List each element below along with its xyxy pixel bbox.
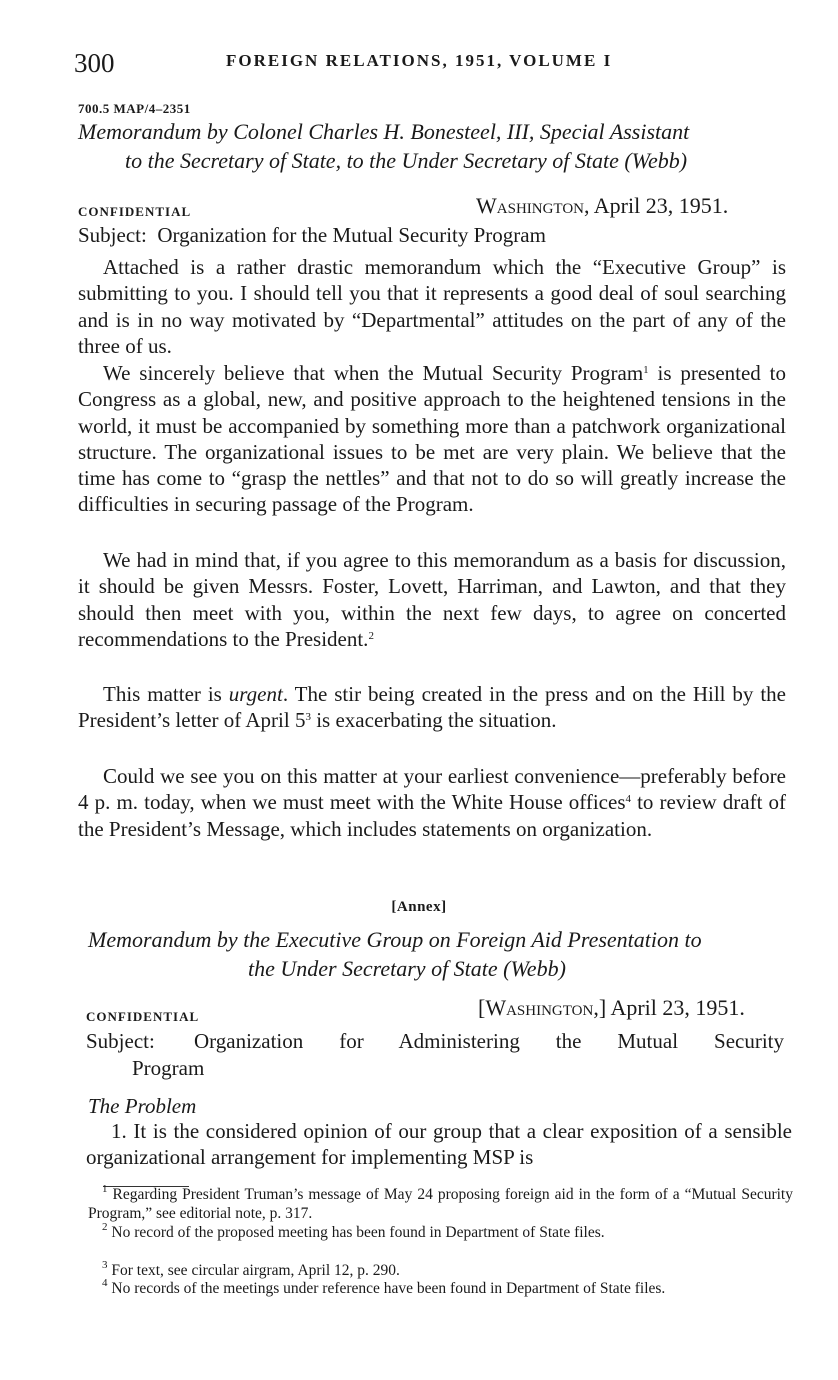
footnote-3-number: 3 — [102, 1259, 108, 1271]
annex-paragraph-1: 1. It is the considered opinion of our group that a clear exposition of a sensible organizational arrangement for implementing MSP is — [86, 1119, 792, 1170]
p5-text-b: to review draft of the President’s Message, which includes statements on organization. — [78, 790, 786, 841]
memo-paragraph-4 — [78, 681, 786, 734]
p4-emphasis: urgent — [228, 682, 283, 706]
annex-label: [Annex] — [391, 899, 447, 915]
running-title: FOREIGN RELATIONS, 1951, VOLUME I — [226, 51, 613, 70]
annex-subject — [86, 1028, 790, 1082]
page-number: 300 — [74, 48, 115, 78]
footnote-2-text: No record of the proposed meeting has been found in Department of State files. — [111, 1224, 605, 1241]
memo-paragraph-3 — [78, 547, 786, 652]
footnote-2-number: 2 — [102, 1221, 108, 1233]
memo-paragraph-1: Attached is a rather drastic memorandum which the “Executive Group” is submitting to you. I should tell you that it represents a good deal of soul searching and is in no way motivated by “Departmental” attitudes on the part of any of the three of us. — [78, 255, 786, 358]
subject-line — [78, 223, 546, 248]
dateline — [476, 193, 728, 219]
memo-paragraph-2 — [78, 360, 786, 518]
memo-title-line1: Memorandum by Colonel Charles H. Bonesteel, III, Special Assistant — [78, 119, 690, 144]
footnote-ref-2: 2 — [368, 629, 374, 642]
p2-text-b: is presented to Congress as a global, new, and positive approach to the heightened tensions in the world, it must be accompanied by something more than a patchwork organizational structure. The organizational issues to be met are very plain. We believe that the time has come to “grasp the nettles” and that not to do so will greatly increase the difficulties in securing passage of the Program. — [78, 361, 786, 517]
subject-label: Subject: — [78, 223, 147, 247]
p2-text-a: We sincerely believe that when the Mutual Security Program — [103, 361, 644, 385]
p4-text-a: This matter is — [103, 682, 229, 706]
footnote-1-text: Regarding President Truman’s message of May 24 proposing foreign aid in the form of a “Mutual Security Program,” see editorial note, p. 317. — [88, 1186, 793, 1222]
footnote-1 — [88, 1183, 793, 1223]
footnote-ref-3: 3 — [305, 711, 311, 724]
section-heading: The Problem — [88, 1094, 197, 1118]
footnote-1-number: 1 — [102, 1183, 108, 1195]
dateline-date: , April 23, 1951. — [584, 193, 729, 218]
footnote-4-number: 4 — [102, 1277, 108, 1289]
footnote-4-text: No records of the meetings under reference have been found in Department of State files. — [111, 1280, 666, 1297]
file-number: 700.5 MAP/4–2351 — [78, 101, 191, 116]
footnote-ref-4: 4 — [625, 793, 631, 806]
annex-title-line2: the Under Secretary of State (Webb) — [248, 956, 566, 981]
footnote-4 — [88, 1277, 793, 1299]
subject-text: Organization for the Mutual Security Program — [157, 223, 546, 247]
classification: CONFIDENTIAL — [78, 204, 192, 219]
annex-dateline-place: [Washington,] — [478, 995, 607, 1020]
p5-text-a: Could we see you on this matter at your earliest convenience—preferably before 4 p. m. today, when we must meet with the White House offices — [78, 764, 786, 815]
annex-title-line1: Memorandum by the Executive Group on Foreign Aid Presentation to — [88, 927, 702, 952]
annex-subject-line1: Organization for Administering the Mutual Security — [194, 1029, 784, 1053]
footnote-3-text: For text, see circular airgram, April 12, p. 290. — [111, 1262, 400, 1279]
footnote-ref-1: 1 — [643, 364, 649, 376]
annex-dateline-date: April 23, 1951. — [606, 995, 745, 1020]
memo-paragraph-5 — [78, 763, 786, 842]
annex-classification: CONFIDENTIAL — [86, 1009, 200, 1024]
footnote-2 — [88, 1221, 793, 1243]
p4-text-c: is exacerbating the situation. — [310, 708, 557, 733]
memo-title-line2: to the Secretary of State, to the Under Secretary of State (Webb) — [125, 148, 688, 173]
p4-text-b: . The stir being created in the press and on the Hill by the President’s letter of April 5 — [78, 682, 786, 733]
p3-text: We had in mind that, if you agree to this memorandum as a basis for discussion, it should be given Messrs. Foster, Lovett, Harriman, and Lawton, and that they should then meet with you, within the next few days, to agree on concerted recommendations to the President. — [78, 548, 786, 651]
annex-subject-label: Subject: — [86, 1029, 155, 1053]
dateline-place: Washington — [476, 193, 584, 218]
annex-dateline — [478, 995, 745, 1021]
footnote-3 — [88, 1259, 793, 1281]
annex-subject-line2: Program — [132, 1056, 205, 1080]
